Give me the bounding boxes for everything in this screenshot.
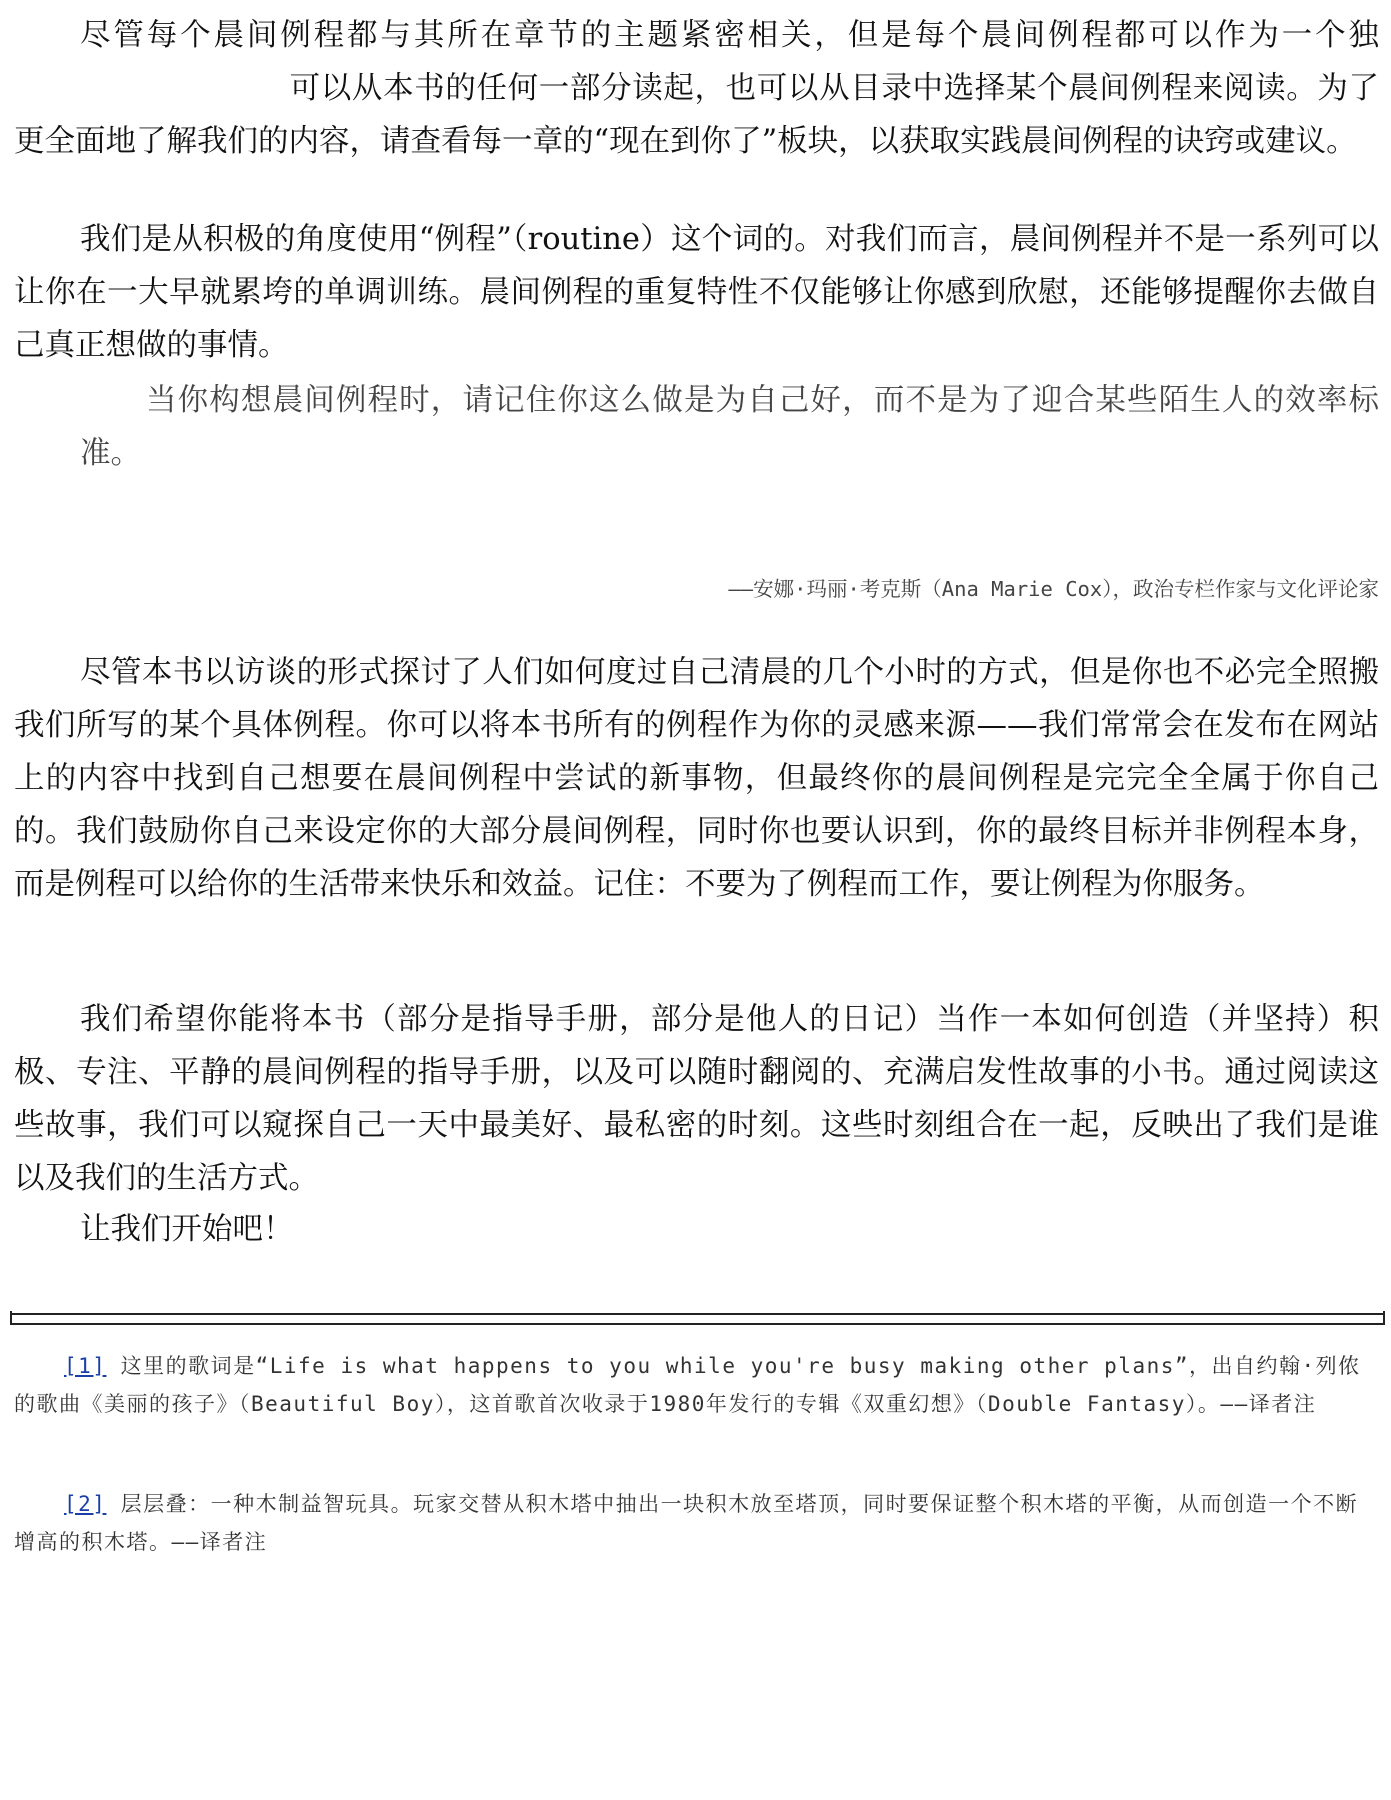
paragraph-5: 让我们开始吧！ [80, 1212, 294, 1247]
paragraph-3: 尽管本书以访谈的形式探讨了人们如何度过自己清晨的几个小时的方式，但是你也不必完全照搬我们所写的某个具体例程。你可以将本书所有的例程作为你的灵感来源——我们常常会在发布在网站上的内容中找到自己想要在晨间例程中尝试的新事物，但最终你的晨间例程是完完全全属于你自己的。我们鼓励你自己来设定你的大部分晨间例程，同时你也要认识到，你的最终目标并非例程本身，而是例程可以给你的生活带来快乐和效益。记住：不要为了例程而工作，要让例程为你服务。 [14, 655, 1379, 902]
block-quote: 当你构想晨间例程时，请记住你这么做是为自己好，而不是为了迎合某些陌生人的效率标准。 [80, 383, 1379, 471]
footnote-1-link[interactable]: [1] [64, 1354, 107, 1378]
paragraph-1-start: 尽管每个晨间例程都与其所在章节的主题紧密相关，但是每个晨间例程都可以作为一个独 [80, 18, 1379, 53]
footnote-separator [10, 1313, 1385, 1325]
paragraph-1-end: 可以从本书的任何一部分读起，也可以从目录中选择某个晨间例程来阅读。为了更全面地了解我们的内容，请查看每一章的“现在到你了”板块，以获取实践晨间例程的诀窍或建议。 [14, 71, 1379, 159]
quote-attribution: ——安娜·玛丽·考克斯（Ana Marie Cox），政治专栏作家与文化评论家 [728, 577, 1379, 601]
footnote-1 [14, 1347, 1379, 1423]
footnote-2 [14, 1485, 1379, 1561]
paragraph-1 [14, 9, 1379, 168]
footnote-1-text: 这里的歌词是“Life is what happens to you while you're busy making other plans”，出自约翰·列侬的歌曲《美丽的孩子》（Beautiful Boy），这首歌首次收录于1980年发行的专辑《双重幻想》（Double Fantasy）。——译者注 [14, 1354, 1361, 1416]
footnote-2-link[interactable]: [2] [64, 1492, 107, 1516]
paragraph-2: 我们是从积极的角度使用“例程”（routine）这个词的。对我们而言，晨间例程并不是一系列可以让你在一大早就累垮的单调训练。晨间例程的重复特性不仅能够让你感到欣慰，还能够提醒你去做自己真正想做的事情。 [14, 222, 1379, 363]
paragraph-4: 我们希望你能将本书（部分是指导手册，部分是他人的日记）当作一本如何创造（并坚持）积极、专注、平静的晨间例程的指导手册，以及可以随时翻阅的、充满启发性故事的小书。通过阅读这些故事，我们可以窥探自己一天中最美好、最私密的时刻。这些时刻组合在一起，反映出了我们是谁以及我们的生活方式。 [14, 1002, 1379, 1196]
footnote-2-text: 层层叠：一种木制益智玩具。玩家交替从积木塔中抽出一块积木放至塔顶，同时要保证整个积木塔的平衡，从而创造一个不断增高的积木塔。——译者注 [14, 1492, 1359, 1554]
